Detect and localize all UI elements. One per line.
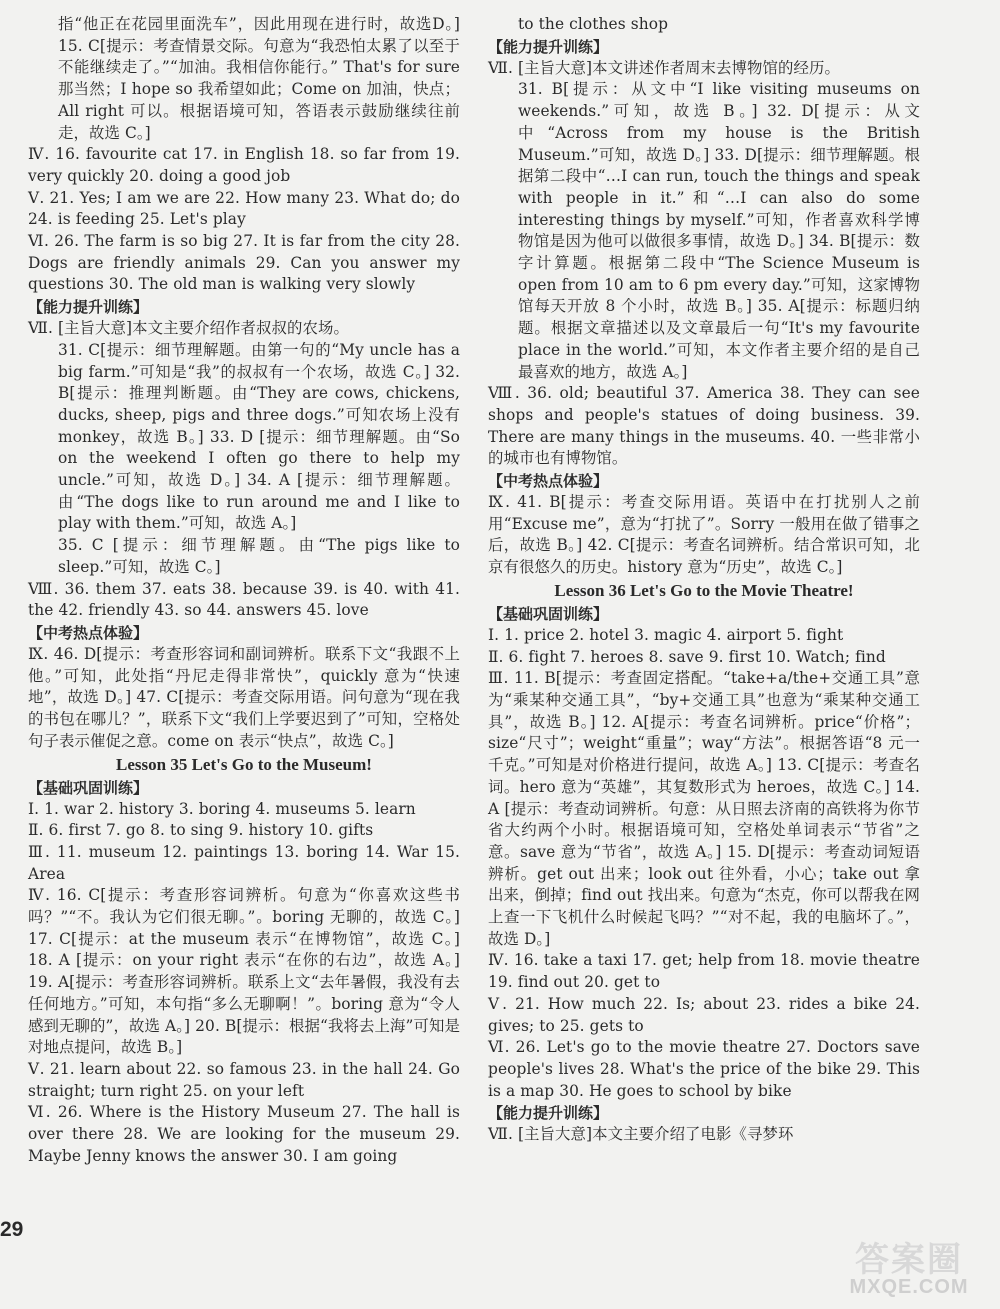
paragraph: to the clothes shop	[518, 15, 669, 33]
paragraph: Ⅷ. 36. them 37. eats 38. because 39. is 40. with 41. the 42. friendly 43. so 44. answers 45. love	[28, 579, 460, 620]
section-heading: 【能力提升训练】	[28, 298, 149, 317]
right-column	[488, 14, 920, 1146]
watermark-logo	[828, 1232, 990, 1302]
paragraph: Ⅵ. 26. Let's go to the movie theatre 27. Doctors save people's lives 28. What's the price of the bike 29. This is a map 30. He goes to school by bike	[488, 1038, 920, 1100]
paragraph: Ⅲ. 11. museum 12. paintings 13. boring 14. War 15. Area	[28, 842, 460, 883]
section-heading: 【基础巩固训练】	[488, 604, 609, 623]
section-heading: 【能力提升训练】	[488, 1104, 609, 1123]
lesson-title: Lesson 35 Let's Go to the Museum!	[116, 754, 372, 774]
section-heading: 【能力提升训练】	[488, 37, 609, 56]
watermark-url: MXQE.COM	[849, 1276, 969, 1298]
paragraph: Ⅴ. 21. How much 22. Is; about 23. rides a bike 24. gives; to 25. gets to	[488, 994, 920, 1035]
paragraph: Ⅳ. 16. favourite cat 17. in English 18. so far from 19. very quickly 20. doing a good job	[28, 145, 460, 185]
paragraph: Ⅳ. 16. take a taxi 17. get; help from 18. movie theatre 19. find out 20. get to	[488, 951, 920, 992]
page-number: 29	[0, 1218, 24, 1241]
lesson-title: Lesson 36 Let's Go to the Movie Theatre!	[554, 580, 854, 600]
paragraph: Ⅶ. [主旨大意]本文讲述作者周末去博物馆的经历。	[488, 58, 840, 77]
paragraph: Ⅴ. 21. Yes; I am we are 22. How many 23. What do; do 24. is feeding 25. Let's play	[28, 188, 460, 229]
paragraph: 35. C [提示：细节理解题。由“The pigs like to sleep.”可知，故选 C。]	[58, 536, 460, 576]
paragraph: Ⅸ. 41. B[提示：考查交际用语。英语中在打扰别人之前用“Excuse me”，意为“打扰了”。Sorry 一般用在做了错事之后，故选 B。] 42. C[提示：考查名词辨析。结合常识可知，北京有很悠久的历史。history 意为“历史”，故选 C。]	[488, 493, 920, 577]
paragraph: 指“他正在花园里面洗车”，因此用现在进行时，故选D。] 15. C[提示：考查情景交际。句意为“我恐怕太累了以至于不能继续走了。”“加油。我相信你能行。” That's for sure 那当然；I hope so 我希望如此；Come on 加油，快点；All right 可以。根据语境可知，答语表示鼓励继续往前走，故选 C。]	[58, 15, 460, 142]
paragraph: Ⅶ. [主旨大意]本文主要介绍了电影《寻梦环	[488, 1125, 794, 1144]
section-heading: 【中考热点体验】	[28, 623, 149, 642]
section-heading: 【中考热点体验】	[488, 472, 609, 491]
left-column	[28, 14, 460, 1167]
watermark-logo-text: 答案圈	[855, 1240, 963, 1280]
paragraph: Ⅱ. 6. fight 7. heroes 8. save 9. first 10. Watch; find	[488, 647, 886, 666]
paragraph: Ⅴ. 21. learn about 22. so famous 23. in the hall 24. Go straight; turn right 25. on your left	[28, 1059, 460, 1100]
paragraph: Ⅰ. 1. price 2. hotel 3. magic 4. airport 5. fight	[488, 625, 844, 644]
paragraph: 31. C[提示：细节理解题。由第一句的“My uncle has a big farm.”可知是“我”的叔叔有一个农场，故选 C。] 32. B[提示：推理判断题。由“They are cows, chickens, ducks, sheep, pigs and three dogs.”可知农场上没有 monkey，故选 B。] 33. D [提示：细节理解题。由“So on the weekend I often go there to help my uncle.”可知，故选 D。] 34. A [提示：细节理解题。由“The dogs like to run around me and I like to play with them.”可知，故选 A。]	[58, 340, 460, 533]
paragraph: Ⅱ. 6. first 7. go 8. to sing 9. history 10. gifts	[28, 821, 374, 840]
paragraph: Ⅳ. 16. C[提示：考查形容词辨析。句意为“你喜欢这些书吗？”“不。我认为它们很无聊。”。boring 无聊的，故选 C。] 17. C[提示：at the museum 表示“在博物馆”，故选 C。] 18. A [提示：on your right 表示“在你的右边”，故选 A。] 19. A[提示：考查形容词辨析。联系上文“去年暑假，我没有去任何地方。”可知，本句指“多么无聊啊！”。boring 意为“令人感到无聊的”，故选 A。] 20. B[提示：根据“我将去上海”可知是对地点提问，故选 B。]	[28, 886, 460, 1057]
paragraph: 31. B[提示：从文中“I like visiting museums on weekends.”可知，故选 B。] 32. D[提示：从文中“Across from my house is the British Museum.”可知，故选 D。] 33. D[提示：细节理解题。根据第二段中“…I can run, touch the things and speak with people in it.”和“…I can also do some interesting things by myself.”可知，作者喜欢科学博物馆是因为他可以做很多事情，故选 D。] 34. B[提示：数字计算题。根据第二段中“The Science Museum is open from 10 am to 6 pm every day.”可知，这家博物馆每天开放 8 个小时，故选 B。] 35. A[提示：标题归纳题。根据文章描述以及文章最后一句“It's my favourite place in the world.”可知，本文作者主要介绍的是自己最喜欢的地方，故选 A。]	[518, 80, 920, 381]
paragraph: Ⅷ. 36. old; beautiful 37. America 38. They can see shops and people's statues of doing business. 39. There are many things in the museums. 40. 一些非常小的城市也有博物馆。	[488, 384, 920, 468]
paragraph: Ⅸ. 46. D[提示：考查形容词和副词辨析。联系下文“我跟不上他。”可知，此处指“丹尼走得非常快”，quickly 意为“快速地”，故选 D。] 47. C[提示：考查交际用语。问句意为“现在我的书包在哪儿？”，联系下文“我们上学要迟到了”可知，空格处句子表示催促之意。come on 表示“快点”，故选 C。]	[28, 644, 460, 750]
paragraph: Ⅲ. 11. B[提示：考查固定搭配。“take+a/the+交通工具”意为“乘某种交通工具”，“by+交通工具”也意为“乘某种交通工具”，故选 B。] 12. A[提示：考查名词辨析。price“价格”；size“尺寸”；weight“重量”；way“方法”。根据答语“8 元一千克。”可知是对价格进行提问，故选 A。] 13. C[提示：考查名词。hero 意为“英雄”，其复数形式为 heroes，故选 C。] 14. A [提示：考查动词辨析。句意：从日照去济南的高铁将为你节省大约两个小时。根据语境可知，空格处单词表示“节省”之意。save 意为“节省”，故选 A。] 15. D[提示：考查动词短语辨析。get out 出来；look out 往外看，小心；take out 拿出来，倒掉；find out 找出来。句意为“杰克，你可以帮我在网上查一下飞机什么时候起飞吗？”“对不起，我的电脑坏了。”，故选 D。]	[488, 669, 920, 948]
paragraph: Ⅵ. 26. The farm is so big 27. It is far from the city 28. Dogs are friendly animals 29. Can you answer my questions 30. The old man is walking very slowly	[28, 232, 460, 294]
section-heading: 【基础巩固训练】	[28, 778, 149, 797]
paragraph: Ⅰ. 1. war 2. history 3. boring 4. museums 5. learn	[28, 799, 416, 818]
paragraph: Ⅶ. [主旨大意]本文主要介绍作者叔叔的农场。	[28, 319, 349, 338]
paragraph: Ⅵ. 26. Where is the History Museum 27. The hall is over there 28. We are looking for the museum 29. Maybe Jenny knows the answer 30. I am going	[28, 1103, 460, 1165]
